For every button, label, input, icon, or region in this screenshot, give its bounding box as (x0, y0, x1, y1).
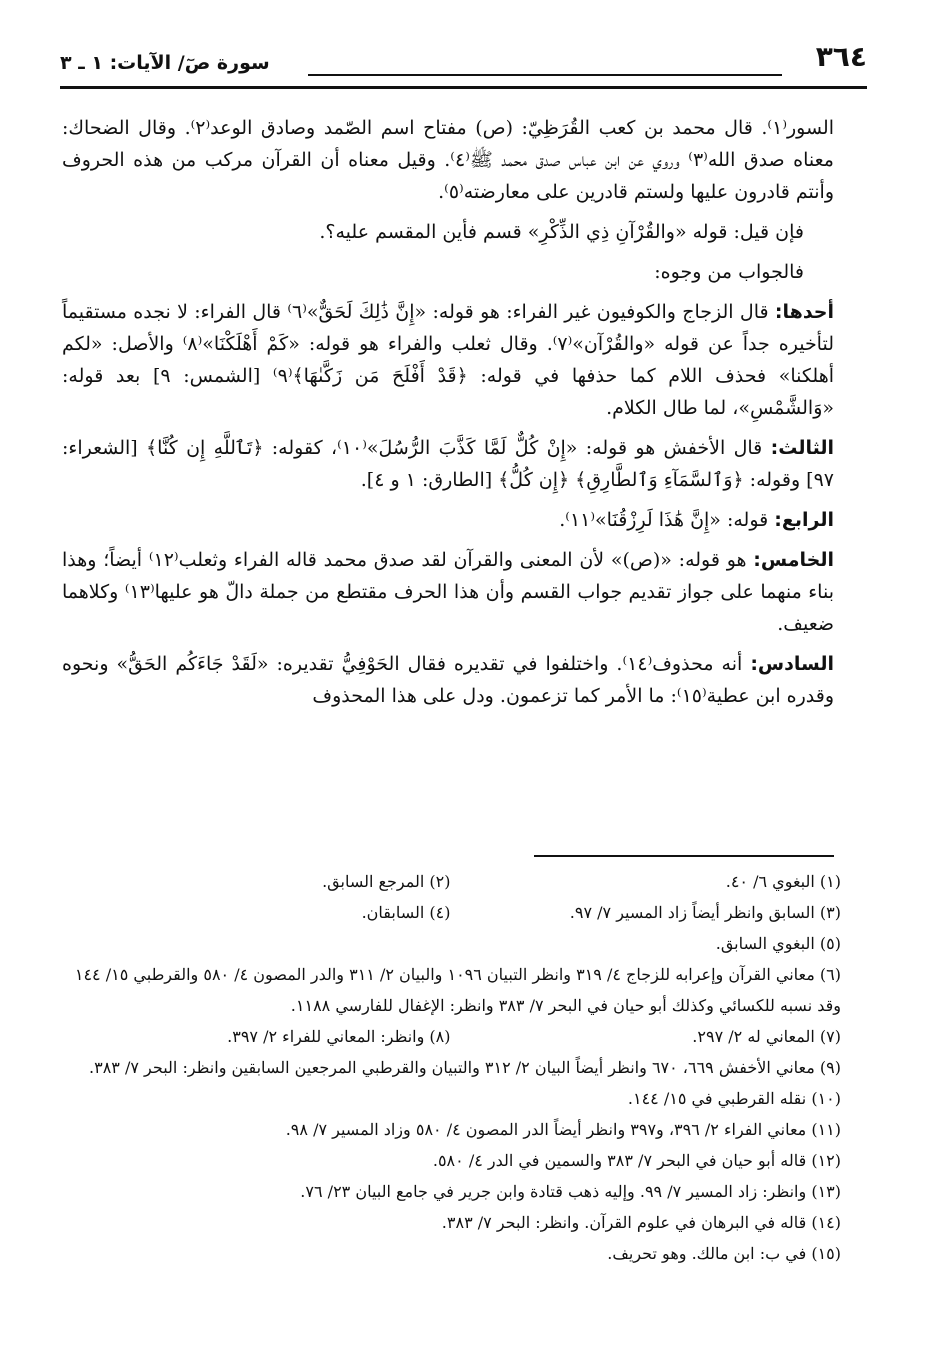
paragraph-lead-sixth: السادس: (750, 653, 835, 675)
header-rule (60, 86, 867, 89)
footnote-9: (٩) معاني الأخفش ٦٦٩، ٦٧٠ وانظر أيضاً البيان ٢/ ٣١٢ والتبيان والقرطبي المرجعين السابقين وانظر: البحر ٧/ ٣٨٣. (89, 1058, 841, 1077)
header-connector-line (308, 74, 782, 76)
paragraph-sixth-view (62, 648, 834, 712)
running-title: سورة صٓ/ الآيات: ١ ـ ٣ (60, 52, 270, 74)
footnote-10: (١٠) نقله القرطبي في ١٥/ ١٤٤. (627, 1089, 841, 1108)
footnote-11: (١١) معاني الفراء ٢/ ٣٩٦، و٣٩٧ وانظر أيضاً الدر المصون ٤/ ٥٨٠ وزاد المسير ٧/ ٩٨. (285, 1120, 841, 1139)
paragraph-intro: السور⁽١⁾. قال محمد بن كعب القُرَظِيّ: (ص) مفتاح اسم الصّمد وصادق الوعد⁽٢⁾. وقال الضحاك: معناه صدق الله⁽٣⁾ وروي عن ابن عباس صدق محمد ﷺ⁽٤⁾. وقيل معناه أن القرآن مركب من هذه الحروف وأنتم قادرون عليها ولستم قادرين على معارضته⁽٥⁾. (62, 117, 834, 203)
footnote-5: (٥) البغوي السابق. (715, 934, 841, 953)
paragraph-lead-fifth: الخامس: (753, 549, 834, 571)
paragraph-fourth-view (62, 504, 834, 536)
paragraph-third-view (62, 432, 834, 496)
paragraph-first-text: قال الزجاج والكوفيون غير الفراء: هو قوله: «إِنَّ ذَٰلِكَ لَحَقٌّ»⁽٦⁾ قال الفراء: لا نجده مستقيماً لتأخيره جداً عن قوله «والقُرْآن»⁽٧⁾. وقال ثعلب والفراء هو قوله: «كَمْ أَهْلَكْنَا»⁽٨⁾ والأصل: «لكم أهلكنا» فحذف اللام كما حذفها في قوله: ﴿قَدْ أَفْلَحَ مَن زَكَّىٰهَا﴾⁽٩⁾ [الشمس: ٩] بعد قوله: «وَالشَّمْسِ»، لما طال الكلام. (62, 301, 834, 419)
footnote-15: (١٥) في ب: ابن مالك. وهو تحريف. (607, 1244, 841, 1263)
footnote-1: (١) البغوي ٦/ ٤٠. (725, 872, 841, 891)
paragraph-answer-intro: فالجواب من وجوه: (654, 261, 804, 283)
footnote-2: (٢) المرجع السابق. (322, 872, 451, 891)
footnote-13: (١٣) وانظر: زاد المسير ٧/ ٩٩. وإليه ذهب قتادة وابن جرير في جامع البيان ٢٣/ ٧٦. (300, 1182, 841, 1201)
paragraph-fifth-text: هو قوله: «(ص)» لأن المعنى والقرآن لقد صدق محمد قاله الفراء وثعلب⁽١٢⁾ أيضاً؛ وهذا بناء منهما على جواز تقديم جواب القسم وأن هذا الحرف مقتطع من جملة دالّ هو عليها⁽١٣⁾ وكلاهما ضعيف. (62, 549, 834, 635)
paragraph-fifth-view (62, 544, 834, 640)
footnote-row (60, 897, 841, 928)
footnote-6: (٦) معاني القرآن وإعرابه للزجاج ٤/ ٣١٩ وانظر التبيان ١٠٩٦ والبيان ٢/ ٣١١ والدر المصون ٤/ ٥٨٠ والقرطبي ١٥/ ١٤٤ وقد نسبه للكسائي وكذلك أبو حيان في البحر ٧/ ٣٨٣ وانظر: الإغفال للفارسي ١١٨٨. (74, 965, 841, 1015)
footnote-3: (٣) السابق وانظر أيضاً زاد المسير ٧/ ٩٧. (569, 903, 841, 922)
main-text (62, 112, 834, 712)
paragraph-sixth-text: أنه محذوف⁽١٤⁾. واختلفوا في تقديره فقال الحَوْفِيُّ تقديره: «لَقَدْ جَاءَكُم الحَقُّ» ونحوه وقدره ابن عطية⁽١٥⁾: ما الأمر كما تزعمون. ودل على هذا المحذوف (62, 653, 834, 707)
page-number: ٣٦٤ (815, 40, 867, 73)
footnotes (60, 866, 841, 1269)
footnote-row (60, 1021, 841, 1052)
paragraph-third-text: قال الأخفش هو قوله: «إِنْ كُلٌّ لَمَّا كَذَّبَ الرُّسُلَ»⁽١٠⁾، كقوله: ﴿تَٱللَّهِ إِن كُنَّا﴾ [الشعراء: ٩٧] وقوله: ﴿وَٱلسَّمَآءِ وَٱلطَّارِقِ﴾ ﴿إِن كُلُّ﴾ [الطارق: ١ و ٤]. (62, 437, 834, 491)
paragraph-lead-fourth: الرابع: (774, 509, 834, 531)
paragraph-question: فإن قيل: قوله «والقُرْآنِ ذِي الذِّكْرِ» قسم فأين المقسم عليه؟. (319, 221, 804, 243)
paragraph-lead-third: الثالث: (770, 437, 834, 459)
footnote-14: (١٤) قاله في البرهان في علوم القرآن. وانظر: البحر ٧/ ٣٨٣. (441, 1213, 841, 1232)
page-header (60, 40, 867, 92)
footnote-row (60, 866, 841, 897)
footnote-7: (٧) المعاني له ٢/ ٢٩٧. (692, 1027, 841, 1046)
footnote-separator (534, 855, 834, 857)
footnote-12: (١٢) قاله أبو حيان في البحر ٧/ ٣٨٣ والسمين في الدر ٤/ ٥٨٠. (432, 1151, 841, 1170)
footnote-4: (٤) السابقان. (361, 903, 451, 922)
paragraph-first-view (62, 296, 834, 424)
footnote-8: (٨) وانظر: المعاني للفراء ٢/ ٣٩٧. (227, 1027, 451, 1046)
paragraph-lead-first: أحدها: (774, 301, 834, 323)
paragraph-fourth-text: قوله: «إِنَّ هَٰذَا لَرِزْقُنَا»⁽١١⁾. (559, 509, 769, 531)
